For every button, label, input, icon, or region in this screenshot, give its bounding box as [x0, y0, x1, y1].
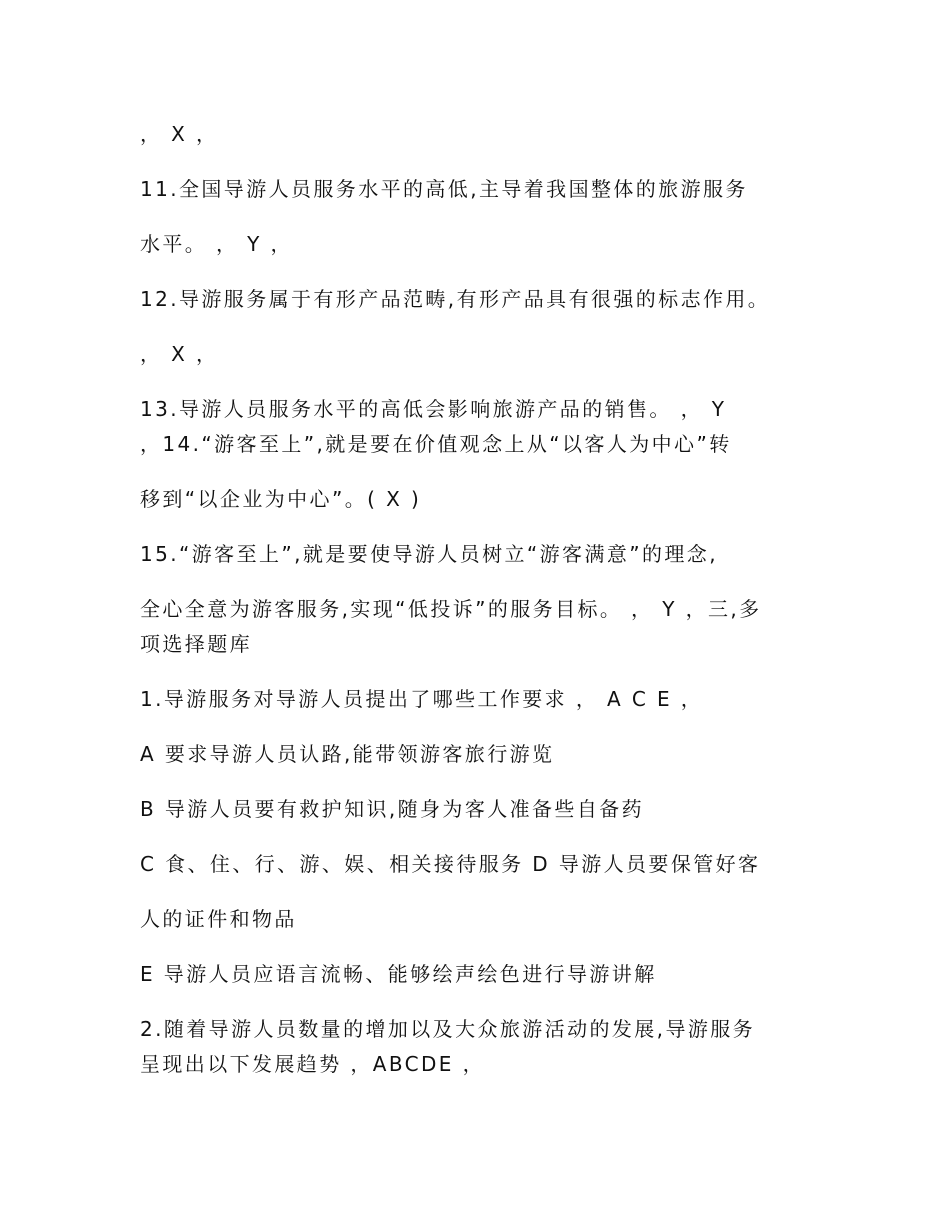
question-13-line: 13.导游人员服务水平的高低会影响旅游产品的销售。 ， Y — [140, 397, 727, 421]
option-a-line: A 要求导游人员认路,能带领游客旅行游览 — [140, 742, 555, 766]
multi-question-1-line: 1.导游服务对导游人员提出了哪些工作要求 ， A C E ， — [140, 687, 704, 711]
text-line: 水平。 ， Y ， — [140, 232, 293, 256]
multi-question-2-line: 2.随着导游人员数量的增加以及大众旅游活动的发展,导游服务 — [140, 1017, 756, 1041]
text-line: 呈现出以下发展趋势 ，ABCDE ， — [140, 1052, 485, 1076]
question-15-line: 15.“游客至上”,就是要使导游人员树立“游客满意”的理念, — [140, 542, 718, 566]
option-b-line: B 导游人员要有救护知识,随身为客人准备些自备药 — [140, 797, 645, 821]
option-e-line: E 导游人员应语言流畅、能够绘声绘色进行导游讲解 — [140, 962, 657, 986]
question-11-line: 11.全国导游人员服务水平的高低,主导着我国整体的旅游服务 — [140, 177, 748, 201]
text-line: 全心全意为游客服务,实现“低投诉”的服务目标。 ， Y ，三,多 — [140, 597, 762, 621]
question-14-line: ，14.“游客至上”,就是要在价值观念上从“以客人为中心”转 — [140, 432, 732, 456]
text-line: ， X ， — [140, 122, 219, 146]
section-heading: 项选择题库 — [140, 632, 252, 656]
option-c-d-line: C 食、住、行、游、娱、相关接待服务 D 导游人员要保管好客 — [140, 852, 761, 876]
text-line: 人的证件和物品 — [140, 907, 297, 931]
text-line: 移到“以企业为中心”。( X ) — [140, 487, 422, 511]
question-12-line: 12.导游服务属于有形产品范畴,有形产品具有很强的标志作用。 — [140, 287, 771, 311]
text-line: ， X ， — [140, 342, 219, 366]
